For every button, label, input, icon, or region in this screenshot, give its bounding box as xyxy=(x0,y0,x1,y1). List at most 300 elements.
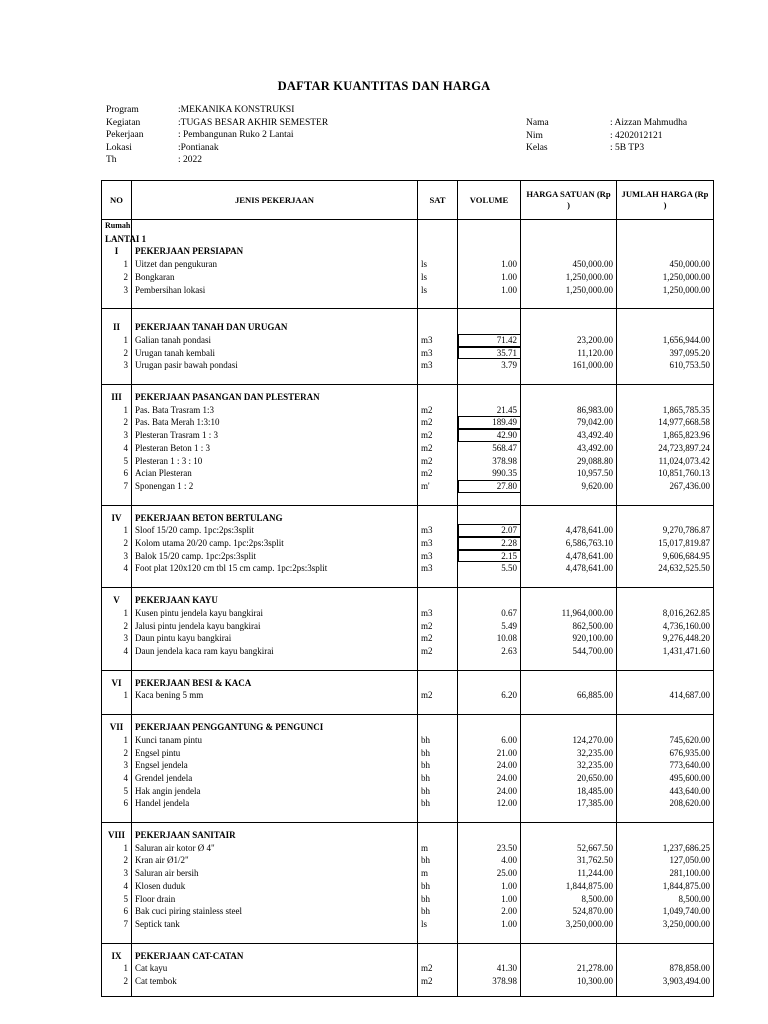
item-unit: bh xyxy=(418,734,458,747)
item-name: Hak angin jendela xyxy=(132,785,418,798)
item-number: 5 xyxy=(102,893,132,906)
item-name: Engsel pintu xyxy=(132,747,418,760)
table-row xyxy=(102,258,714,271)
table-row xyxy=(102,620,714,633)
item-unit-price: 3,250,000.00 xyxy=(521,918,617,931)
item-volume: 378.98 xyxy=(458,455,521,468)
info-label: Nim xyxy=(526,130,543,141)
item-number: 4 xyxy=(102,645,132,658)
item-unit-price: 52,667.50 xyxy=(521,842,617,855)
item-name: Klosen duduk xyxy=(132,880,418,893)
section-header-row xyxy=(102,721,714,734)
item-name: Handel jendela xyxy=(132,797,418,810)
item-number: 7 xyxy=(102,480,132,493)
item-name: Sloof 15/20 camp. 1pc:2ps:3split xyxy=(132,524,418,537)
item-unit: ls xyxy=(418,918,458,931)
item-total-price: 610,753.50 xyxy=(617,359,714,372)
section-number: V xyxy=(102,594,132,607)
table-row xyxy=(102,854,714,867)
spacer-cell xyxy=(521,988,617,997)
item-total-price: 1,049,740.00 xyxy=(617,905,714,918)
section-header-row xyxy=(102,321,714,334)
item-total-price: 8,016,262.85 xyxy=(617,607,714,620)
item-total-price: 676,935.00 xyxy=(617,747,714,760)
item-unit: m xyxy=(418,842,458,855)
item-number: 1 xyxy=(102,258,132,271)
item-number: 6 xyxy=(102,467,132,480)
item-total-price: 15,017,819.87 xyxy=(617,537,714,550)
header-job: JENIS PEKERJAAN xyxy=(132,181,418,220)
item-number: 1 xyxy=(102,334,132,347)
item-number: 3 xyxy=(102,359,132,372)
item-unit-price: 10,957.50 xyxy=(521,467,617,480)
item-unit-price: 1,250,000.00 xyxy=(521,284,617,297)
item-number: 1 xyxy=(102,689,132,702)
info-value: : 5B TP3 xyxy=(610,143,645,154)
item-name: Daun pintu kayu bangkirai xyxy=(132,632,418,645)
table-body xyxy=(102,220,714,997)
document-title: DAFTAR KUANTITAS DAN HARGA xyxy=(277,79,491,93)
item-total-price: 208,620.00 xyxy=(617,797,714,810)
item-unit-price: 1,250,000.00 xyxy=(521,271,617,284)
item-volume: 2.00 xyxy=(458,905,521,918)
item-total-price: 745,620.00 xyxy=(617,734,714,747)
table-row xyxy=(102,429,714,442)
table-row xyxy=(102,785,714,798)
item-volume: 2.15 xyxy=(458,550,521,563)
item-number: 1 xyxy=(102,962,132,975)
item-number: 2 xyxy=(102,347,132,360)
table-row xyxy=(102,550,714,563)
item-name: Plesteran Trasram 1 : 3 xyxy=(132,429,418,442)
table-row xyxy=(102,797,714,810)
section-number: I xyxy=(102,245,132,258)
table-row xyxy=(102,480,714,493)
item-volume: 0.67 xyxy=(458,607,521,620)
section-title: PEKERJAAN BETON BERTULANG xyxy=(132,512,418,525)
item-unit-price: 4,478,641.00 xyxy=(521,524,617,537)
item-unit: m3 xyxy=(418,347,458,360)
info-label: Nama xyxy=(526,118,549,128)
item-total-price: 24,632,525.50 xyxy=(617,562,714,575)
quantity-price-table xyxy=(101,180,714,997)
section-title: PEKERJAAN KAYU xyxy=(132,594,418,607)
table-row xyxy=(102,537,714,550)
info-label: Kelas xyxy=(526,143,548,154)
empty-cell xyxy=(418,321,458,334)
item-number: 2 xyxy=(102,416,132,429)
item-total-price: 878,858.00 xyxy=(617,962,714,975)
item-volume: 21.45 xyxy=(458,404,521,417)
section-header-row xyxy=(102,245,714,258)
empty-cell xyxy=(458,391,521,404)
empty-cell xyxy=(617,950,714,963)
table-row xyxy=(102,607,714,620)
item-number: 6 xyxy=(102,905,132,918)
item-total-price: 11,024,073.42 xyxy=(617,455,714,468)
item-unit: bh xyxy=(418,797,458,810)
item-total-price: 24,723,897.24 xyxy=(617,442,714,455)
section-number: IV xyxy=(102,512,132,525)
empty-cell xyxy=(418,829,458,842)
item-name: Urugan pasir bawah pondasi xyxy=(132,359,418,372)
item-unit: m3 xyxy=(418,550,458,563)
section-title: PEKERJAAN CAT-CATAN xyxy=(132,950,418,963)
section-number: IX xyxy=(102,950,132,963)
section-title: PEKERJAAN PERSIAPAN xyxy=(132,245,418,258)
item-unit: ls xyxy=(418,284,458,297)
table-row xyxy=(102,562,714,575)
item-unit: m3 xyxy=(418,607,458,620)
spacer-row xyxy=(102,988,714,997)
section-header-row xyxy=(102,512,714,525)
empty-cell xyxy=(521,829,617,842)
item-unit: bh xyxy=(418,880,458,893)
item-unit: m3 xyxy=(418,334,458,347)
section-header-row xyxy=(102,677,714,690)
empty-cell xyxy=(617,721,714,734)
item-name: Pas. Bata Trasram 1:3 xyxy=(132,404,418,417)
item-unit-price: 161,000.00 xyxy=(521,359,617,372)
empty-cell xyxy=(617,594,714,607)
item-volume: 568.47 xyxy=(458,442,521,455)
spacer-row xyxy=(102,309,714,322)
item-total-price: 773,640.00 xyxy=(617,759,714,772)
item-volume: 24.00 xyxy=(458,772,521,785)
item-unit-price: 18,485.00 xyxy=(521,785,617,798)
empty-cell xyxy=(418,220,458,233)
table-row xyxy=(102,334,714,347)
item-volume: 189.49 xyxy=(458,416,521,429)
item-unit: m3 xyxy=(418,537,458,550)
item-unit-price: 4,478,641.00 xyxy=(521,562,617,575)
item-unit-price: 124,270.00 xyxy=(521,734,617,747)
empty-cell xyxy=(458,677,521,690)
item-unit: m2 xyxy=(418,689,458,702)
empty-cell xyxy=(521,721,617,734)
spacer-cell xyxy=(521,309,617,322)
item-unit-price: 450,000.00 xyxy=(521,258,617,271)
header-price: HARGA SATUAN (Rp ) xyxy=(521,181,617,220)
empty-cell xyxy=(418,950,458,963)
table-row xyxy=(102,759,714,772)
header-total: JUMLAH HARGA (Rp ) xyxy=(617,181,714,220)
item-total-price: 1,431,471.60 xyxy=(617,645,714,658)
table-row xyxy=(102,975,714,988)
item-name: Daun jendela kaca ram kayu bangkirai xyxy=(132,645,418,658)
table-row xyxy=(102,893,714,906)
info-value: :TUGAS BESAR AKHIR SEMESTER xyxy=(178,117,329,128)
item-unit: m2 xyxy=(418,632,458,645)
item-unit: bh xyxy=(418,785,458,798)
item-unit: bh xyxy=(418,893,458,906)
empty-cell xyxy=(521,677,617,690)
table-row xyxy=(102,416,714,429)
spacer-cell xyxy=(132,988,418,997)
item-total-price: 1,865,823.96 xyxy=(617,429,714,442)
item-number: 1 xyxy=(102,734,132,747)
item-volume: 5.50 xyxy=(458,562,521,575)
empty-cell xyxy=(458,220,521,233)
item-name: Bongkaran xyxy=(132,271,418,284)
item-number: 1 xyxy=(102,524,132,537)
section-number: III xyxy=(102,391,132,404)
section-header-row xyxy=(102,594,714,607)
info-value: :Pontianak xyxy=(178,142,219,153)
table-row xyxy=(102,772,714,785)
item-volume: 990.35 xyxy=(458,467,521,480)
section-title: PEKERJAAN TANAH DAN URUGAN xyxy=(132,321,418,334)
item-unit-price: 23,200.00 xyxy=(521,334,617,347)
item-volume: 3.79 xyxy=(458,359,521,372)
item-total-price: 10,851,760.13 xyxy=(617,467,714,480)
item-number: 5 xyxy=(102,455,132,468)
item-name: Cat kayu xyxy=(132,962,418,975)
item-total-price: 9,270,786.87 xyxy=(617,524,714,537)
item-volume: 21.00 xyxy=(458,747,521,760)
info-label: Kegiatan xyxy=(106,117,141,128)
item-volume: 6.20 xyxy=(458,689,521,702)
table-row xyxy=(102,404,714,417)
info-row xyxy=(526,117,687,130)
table-row xyxy=(102,467,714,480)
item-volume: 2.07 xyxy=(458,524,521,537)
item-unit-price: 29,088.80 xyxy=(521,455,617,468)
item-unit-price: 4,478,641.00 xyxy=(521,550,617,563)
item-total-price: 1,250,000.00 xyxy=(617,271,714,284)
section-header-row xyxy=(102,950,714,963)
item-unit: m2 xyxy=(418,962,458,975)
info-value: : 4202012121 xyxy=(610,130,663,141)
item-unit: m' xyxy=(418,480,458,493)
empty-cell xyxy=(132,220,418,233)
empty-cell xyxy=(617,829,714,842)
item-number: 3 xyxy=(102,284,132,297)
spacer-cell xyxy=(458,309,521,322)
item-volume: 6.00 xyxy=(458,734,521,747)
item-unit: bh xyxy=(418,772,458,785)
item-unit-price: 11,244.00 xyxy=(521,867,617,880)
item-unit-price: 79,042.00 xyxy=(521,416,617,429)
item-total-price: 1,237,686.25 xyxy=(617,842,714,855)
item-volume: 24.00 xyxy=(458,759,521,772)
item-total-price: 1,250,000.00 xyxy=(617,284,714,297)
item-number: 3 xyxy=(102,632,132,645)
item-volume: 12.00 xyxy=(458,797,521,810)
info-right xyxy=(526,117,687,155)
header-no: NO xyxy=(102,181,132,220)
item-unit: bh xyxy=(418,854,458,867)
empty-cell xyxy=(418,512,458,525)
table-row xyxy=(102,867,714,880)
item-name: Acian Plesteran xyxy=(132,467,418,480)
item-volume: 24.00 xyxy=(458,785,521,798)
info-left xyxy=(106,104,328,167)
spacer-cell xyxy=(132,309,418,322)
empty-cell xyxy=(458,829,521,842)
item-name: Septick tank xyxy=(132,918,418,931)
spacer-cell xyxy=(418,309,458,322)
item-unit: m2 xyxy=(418,975,458,988)
item-volume: 41.30 xyxy=(458,962,521,975)
item-unit-price: 6,586,763.10 xyxy=(521,537,617,550)
item-unit: m2 xyxy=(418,455,458,468)
empty-cell xyxy=(132,233,418,246)
section-title: PEKERJAAN PASANGAN DAN PLESTERAN xyxy=(132,391,418,404)
info-label: Program xyxy=(106,105,139,115)
section-title: PEKERJAAN PENGGANTUNG & PENGUNCI xyxy=(132,721,418,734)
empty-cell xyxy=(617,391,714,404)
item-number: 2 xyxy=(102,537,132,550)
item-number: 3 xyxy=(102,867,132,880)
item-name: Saluran air bersih xyxy=(132,867,418,880)
item-total-price: 127,050.00 xyxy=(617,854,714,867)
table-row xyxy=(102,734,714,747)
item-name: Kaca bening 5 mm xyxy=(132,689,418,702)
empty-cell xyxy=(521,391,617,404)
item-number: 3 xyxy=(102,550,132,563)
item-unit-price: 20,650.00 xyxy=(521,772,617,785)
empty-cell xyxy=(418,233,458,246)
item-unit: m2 xyxy=(418,442,458,455)
item-volume: 1.00 xyxy=(458,880,521,893)
item-name: Grendel jendela xyxy=(132,772,418,785)
spacer-cell xyxy=(102,309,132,322)
section-title: PEKERJAAN BESI & KACA xyxy=(132,677,418,690)
item-unit-price: 10,300.00 xyxy=(521,975,617,988)
label-lantai: LANTAI 1 xyxy=(102,233,132,246)
spacer-cell xyxy=(617,309,714,322)
item-unit-price: 86,983.00 xyxy=(521,404,617,417)
item-number: 1 xyxy=(102,404,132,417)
item-unit-price: 32,235.00 xyxy=(521,759,617,772)
table-row xyxy=(102,271,714,284)
item-unit-price: 1,844,875.00 xyxy=(521,880,617,893)
item-unit: ls xyxy=(418,258,458,271)
table-row xyxy=(102,962,714,975)
item-name: Floor drain xyxy=(132,893,418,906)
item-unit-price: 862,500.00 xyxy=(521,620,617,633)
item-unit-price: 9,620.00 xyxy=(521,480,617,493)
empty-cell xyxy=(458,245,521,258)
item-unit-price: 66,885.00 xyxy=(521,689,617,702)
empty-cell xyxy=(521,594,617,607)
item-total-price: 4,736,160.00 xyxy=(617,620,714,633)
item-name: Uitzet dan pengukuran xyxy=(132,258,418,271)
item-unit: bh xyxy=(418,759,458,772)
item-total-price: 1,656,944.00 xyxy=(617,334,714,347)
empty-cell xyxy=(418,721,458,734)
section-number: VI xyxy=(102,677,132,690)
section-title: PEKERJAAN SANITAIR xyxy=(132,829,418,842)
item-name: Urugan tanah kembali xyxy=(132,347,418,360)
item-name: Pas. Bata Merah 1:3:10 xyxy=(132,416,418,429)
item-volume: 1.00 xyxy=(458,271,521,284)
empty-cell xyxy=(458,512,521,525)
item-volume: 4.00 xyxy=(458,854,521,867)
empty-cell xyxy=(617,233,714,246)
item-name: Kunci tanam pintu xyxy=(132,734,418,747)
empty-cell xyxy=(521,512,617,525)
item-volume: 27.80 xyxy=(458,480,521,493)
label-row xyxy=(102,233,714,246)
item-name: Galian tanah pondasi xyxy=(132,334,418,347)
table-row xyxy=(102,284,714,297)
item-number: 4 xyxy=(102,562,132,575)
label-rumah: Rumah xyxy=(102,220,132,233)
item-unit: m3 xyxy=(418,524,458,537)
item-unit-price: 11,120.00 xyxy=(521,347,617,360)
item-name: Foot plat 120x120 cm tbl 15 cm camp. 1pc:2ps:3split xyxy=(132,562,418,575)
table-row xyxy=(102,918,714,931)
info-value: : Aizzan Mahmudha xyxy=(610,118,688,128)
header-volume: VOLUME xyxy=(458,181,521,220)
item-volume: 35.71 xyxy=(458,347,521,360)
empty-cell xyxy=(458,594,521,607)
item-unit-price: 21,278.00 xyxy=(521,962,617,975)
item-unit: m2 xyxy=(418,467,458,480)
empty-cell xyxy=(458,950,521,963)
item-total-price: 414,687.00 xyxy=(617,689,714,702)
table-row xyxy=(102,455,714,468)
item-unit-price: 32,235.00 xyxy=(521,747,617,760)
item-unit: m3 xyxy=(418,359,458,372)
info-row xyxy=(526,130,687,143)
item-volume: 71.42 xyxy=(458,334,521,347)
empty-cell xyxy=(458,721,521,734)
item-number: 4 xyxy=(102,442,132,455)
item-unit: m xyxy=(418,867,458,880)
empty-cell xyxy=(418,677,458,690)
table-row xyxy=(102,842,714,855)
item-unit: m2 xyxy=(418,404,458,417)
item-number: 1 xyxy=(102,842,132,855)
table-row xyxy=(102,347,714,360)
info-row xyxy=(106,154,328,167)
empty-cell xyxy=(418,245,458,258)
item-total-price: 3,250,000.00 xyxy=(617,918,714,931)
item-number: 2 xyxy=(102,854,132,867)
item-unit: ls xyxy=(418,271,458,284)
item-volume: 5.49 xyxy=(458,620,521,633)
table-row xyxy=(102,645,714,658)
item-name: Kolom utama 20/20 camp. 1pc:2ps:3split xyxy=(132,537,418,550)
item-number: 3 xyxy=(102,429,132,442)
table-row xyxy=(102,359,714,372)
item-volume: 2.28 xyxy=(458,537,521,550)
table-row xyxy=(102,689,714,702)
header-sat: SAT xyxy=(418,181,458,220)
empty-cell xyxy=(521,233,617,246)
table-row xyxy=(102,747,714,760)
item-number: 4 xyxy=(102,880,132,893)
info-label: Lokasi xyxy=(106,142,132,153)
item-total-price: 8,500.00 xyxy=(617,893,714,906)
item-unit: m2 xyxy=(418,645,458,658)
section-number: II xyxy=(102,321,132,334)
item-name: Engsel jendela xyxy=(132,759,418,772)
spacer-cell xyxy=(458,988,521,997)
item-number: 5 xyxy=(102,785,132,798)
item-name: Plesteran Beton 1 : 3 xyxy=(132,442,418,455)
item-name: Kusen pintu jendela kayu bangkirai xyxy=(132,607,418,620)
item-number: 7 xyxy=(102,918,132,931)
item-name: Jalusi pintu jendela kayu bangkirai xyxy=(132,620,418,633)
item-name: Pembersihan lokasi xyxy=(132,284,418,297)
item-unit-price: 544,700.00 xyxy=(521,645,617,658)
item-unit-price: 8,500.00 xyxy=(521,893,617,906)
item-number: 2 xyxy=(102,271,132,284)
